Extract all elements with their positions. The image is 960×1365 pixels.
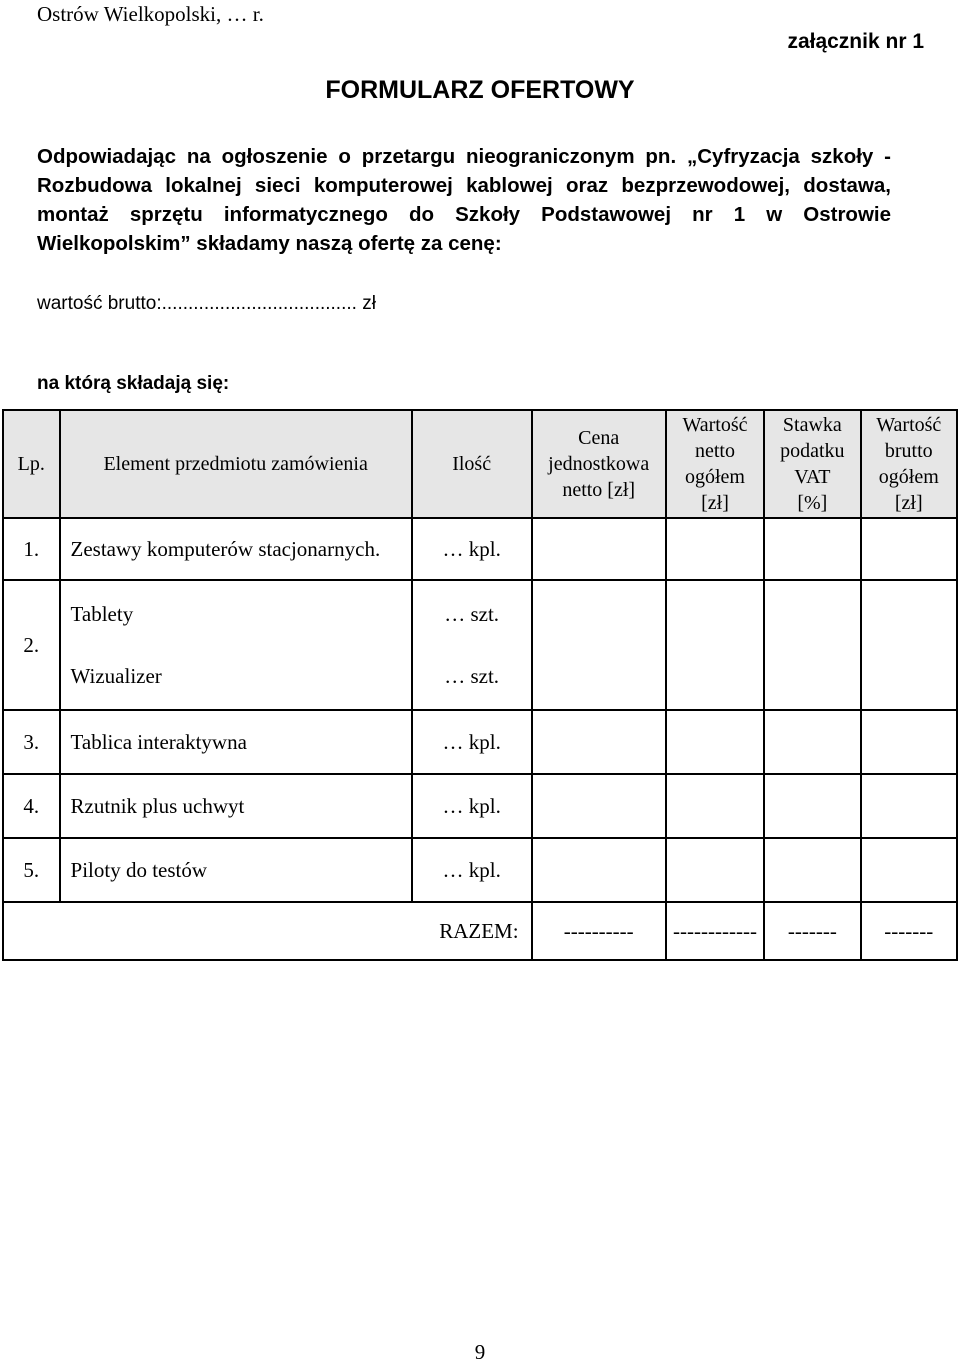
header-gross-l1: Wartość [876, 414, 942, 436]
total-gross-total: ------- [861, 902, 957, 960]
total-label: RAZEM: [3, 902, 532, 960]
row-net-total-cell[interactable] [666, 774, 764, 838]
header-vat [764, 410, 860, 518]
row-item-qty: … kpl. [412, 774, 532, 838]
table-row [3, 580, 957, 710]
header-vat-l3: VAT [794, 466, 831, 488]
row-unit-price-cell[interactable] [532, 838, 666, 902]
table-row [3, 518, 957, 580]
place-date: Ostrów Wielkopolski, … r. [37, 2, 264, 26]
row-gross-total-cell[interactable] [861, 518, 957, 580]
total-unit-price: ---------- [532, 902, 666, 960]
intro-line-3: montaż sprzętu informatycznego do Szkoły Podstawowej nr 1 w Ostrowie [37, 203, 891, 226]
row-vat-cell[interactable] [764, 774, 860, 838]
gross-value-line: wartość brutto:..................................... zł [37, 293, 376, 314]
row-lp: 1. [3, 518, 60, 580]
header-unit-price-l2: jednostkowa [548, 453, 650, 475]
row-item-qty: … kpl. [412, 710, 532, 774]
total-row [3, 902, 957, 960]
table-row [3, 838, 957, 902]
intro-line-1: Odpowiadając na ogłoszenie o przetargu nieograniczonym pn. „Cyfryzacja szkoły - [37, 145, 891, 168]
row-item-name: Piloty do testów [60, 838, 412, 902]
row-net-total-cell[interactable] [666, 838, 764, 902]
row-item-qty: … kpl. [412, 838, 532, 902]
header-vat-l4: [%] [797, 492, 828, 514]
row-item-qty: … szt. [444, 664, 500, 688]
row-vat-cell[interactable] [764, 710, 860, 774]
intro-line-2: Rozbudowa lokalnej sieci komputerowej kablowej oraz bezprzewodowej, dostawa, [37, 174, 891, 197]
row-item-name: Zestawy komputerów stacjonarnych. [60, 518, 412, 580]
header-vat-l2: podatku [780, 440, 845, 462]
header-lp: Lp. [3, 410, 60, 518]
row-lp: 2. [3, 580, 60, 710]
total-net-total: ------------ [666, 902, 764, 960]
row-item-name: Rzutnik plus uchwyt [60, 774, 412, 838]
table-header-row [3, 410, 957, 518]
row-item-qtys [412, 580, 532, 710]
row-lp: 3. [3, 710, 60, 774]
header-vat-l1: Stawka [782, 414, 842, 436]
row-unit-price-cell[interactable] [532, 774, 666, 838]
row-net-total-cell[interactable] [666, 580, 764, 710]
table-row [3, 710, 957, 774]
header-qty: Ilość [412, 410, 532, 518]
row-gross-total-cell[interactable] [861, 710, 957, 774]
header-unit-price-l3: netto [zł] [562, 479, 636, 501]
row-item-names [60, 580, 412, 710]
row-item-qty: … szt. [444, 602, 500, 626]
row-item-name: Tablica interaktywna [60, 710, 412, 774]
header-net-l1: Wartość [682, 414, 748, 436]
row-unit-price-cell[interactable] [532, 518, 666, 580]
intro-paragraph [37, 142, 891, 258]
row-vat-cell[interactable] [764, 580, 860, 710]
header-unit-price-l1: Cena [578, 427, 620, 449]
row-lp: 4. [3, 774, 60, 838]
header-gross-total [861, 410, 957, 518]
row-gross-total-cell[interactable] [861, 580, 957, 710]
header-gross-l4: [zł] [894, 492, 923, 514]
offer-table [2, 409, 958, 961]
row-lp: 5. [3, 838, 60, 902]
header-gross-l3: ogółem [878, 466, 939, 488]
header-net-l4: [zł] [701, 492, 729, 514]
header-gross-l2: brutto [884, 440, 933, 462]
row-net-total-cell[interactable] [666, 518, 764, 580]
table-row [3, 774, 957, 838]
row-item-name: Tablety [70, 602, 134, 626]
header-net-l2: netto [695, 440, 735, 462]
annex-label: załącznik nr 1 [787, 30, 924, 53]
row-vat-cell[interactable] [764, 838, 860, 902]
row-unit-price-cell[interactable] [532, 580, 666, 710]
composed-of-label: na którą składają się: [37, 373, 230, 394]
row-net-total-cell[interactable] [666, 710, 764, 774]
header-net-l3: ogółem [685, 466, 745, 488]
header-unit-price [532, 410, 666, 518]
row-item-name: Wizualizer [70, 664, 162, 688]
header-element: Element przedmiotu zamówienia [60, 410, 412, 518]
header-net-total [666, 410, 764, 518]
total-vat: ------- [764, 902, 860, 960]
row-unit-price-cell[interactable] [532, 710, 666, 774]
row-item-qty: … kpl. [412, 518, 532, 580]
row-gross-total-cell[interactable] [861, 838, 957, 902]
intro-line-4: Wielkopolskim” składamy naszą ofertę za cenę: [37, 232, 502, 255]
page-title: FORMULARZ OFERTOWY [325, 76, 635, 104]
row-vat-cell[interactable] [764, 518, 860, 580]
row-gross-total-cell[interactable] [861, 774, 957, 838]
page-number: 9 [474, 1340, 486, 1364]
